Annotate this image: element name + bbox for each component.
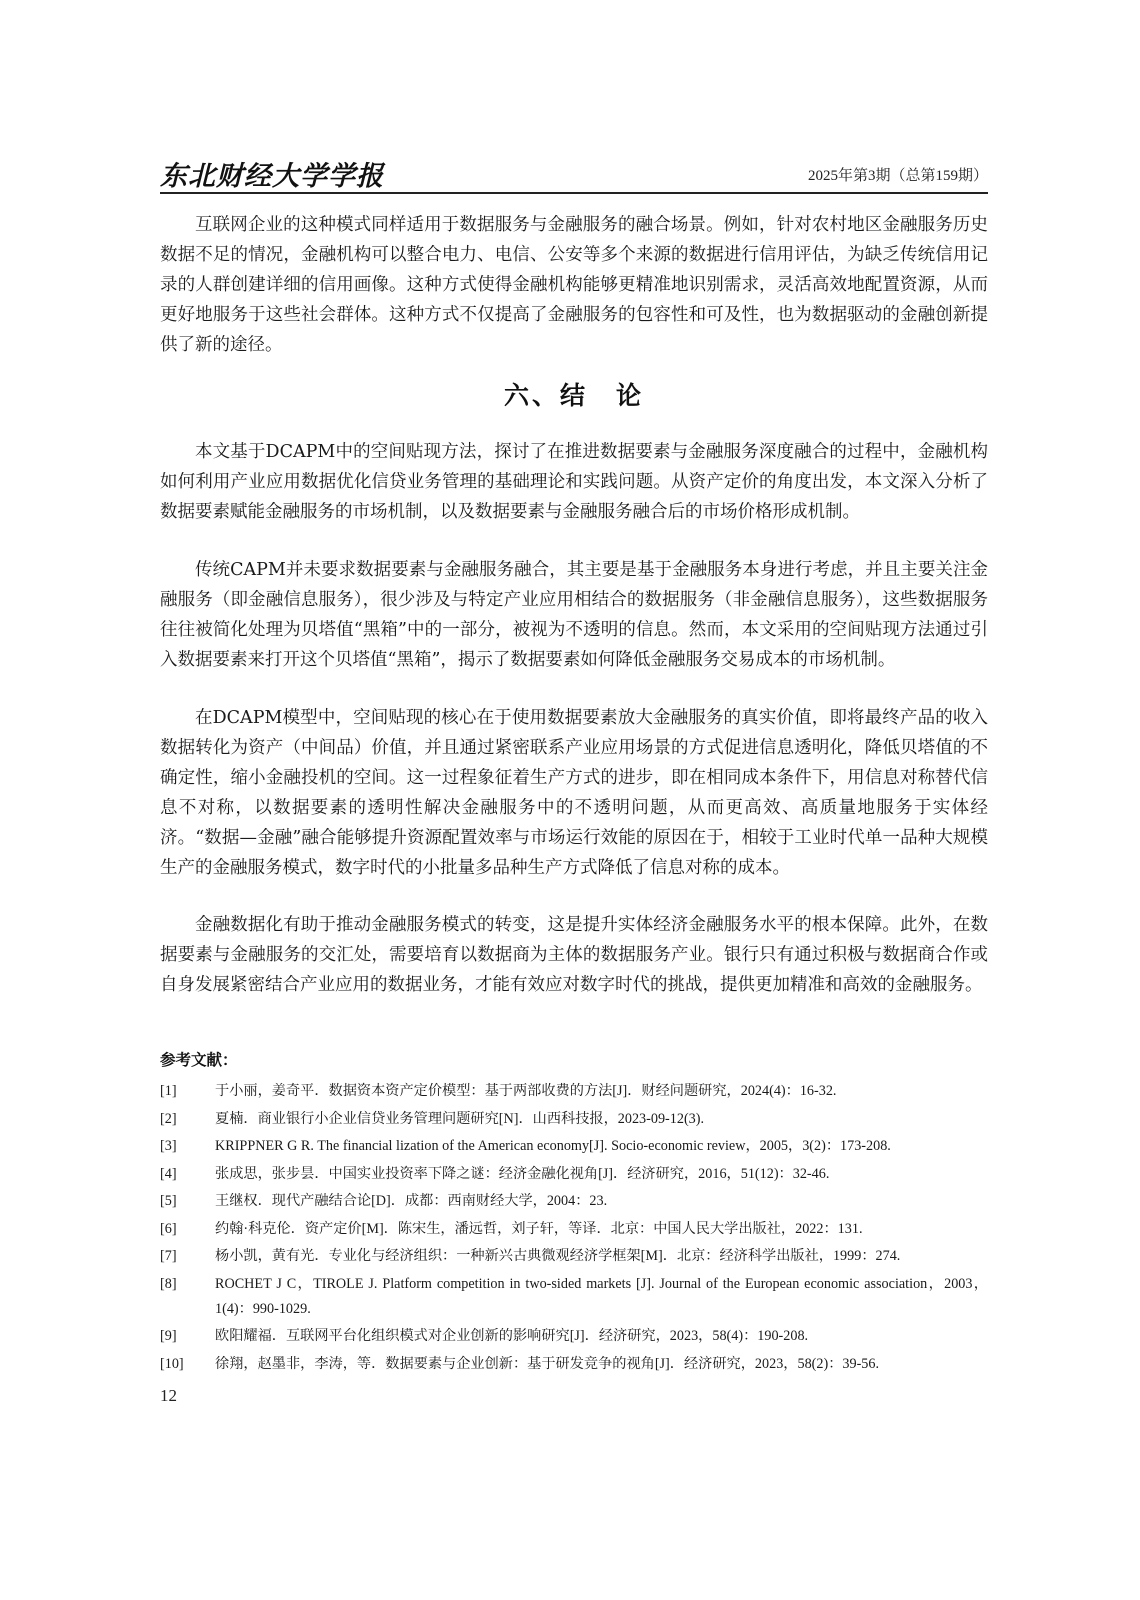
section-heading: 六、结 论 [503, 381, 644, 410]
reference-text: 欧阳耀福．互联网平台化组织模式对企业创新的影响研究[J]．经济研究，2023，58(4)：190-208. [215, 1328, 809, 1344]
reference-number: [1] [160, 1083, 177, 1099]
reference-text: 徐翔，赵墨非，李涛，等．数据要素与企业创新：基于研发竞争的视角[J]．经济研究，2023，58(2)：39-56. [215, 1355, 880, 1372]
reference-number: [6] [160, 1220, 177, 1237]
reference-text: 于小丽，姜奇平．数据资本资产定价模型：基于两部收费的方法[J]．财经问题研究，2024(4)：16-32. [215, 1083, 837, 1099]
reference-item [160, 1272, 988, 1322]
reference-number: [4] [160, 1165, 177, 1182]
issue-info: 2025年第3期（总第159期） [807, 168, 988, 184]
body-paragraph: 在DCAPM模型中，空间贴现的核心在于使用数据要素放大金融服务的真实价值，即将最终产品的收入数据转化为资产（中间品）价值，并且通过紧密联系产业应用场景的方式促进信息透明化，降低贝塔值的不确定性，缩小金融投机的空间。这一过程象征着生产方式的进步，即在相同成本条件下，用信息对称替代信息不对称，以数据要素的透明性解决金融服务中的不透明问题，从而更高效、高质量地服务于实体经济。“数据—金融”融合能够提升资源配置效率与市场运行效能的原因在于，相较于工业时代单一品种大规模生产的金融服务模式，数字时代的小批量多品种生产方式降低了信息对称的成本。 [160, 708, 988, 878]
reference-text: 夏楠．商业银行小企业信贷业务管理问题研究[N]．山西科技报，2023-09-12(3). [215, 1110, 705, 1127]
reference-number: [10] [160, 1355, 184, 1372]
journal-title-logo: 东北财经大学学报 [160, 161, 384, 192]
body-paragraph: 本文基于DCAPM中的空间贴现方法，探讨了在推进数据要素与金融服务深度融合的过程中，金融机构如何利用产业应用数据优化信贷业务管理的基础理论和实践问题。从资产定价的角度出发，本文深入分析了数据要素赋能金融服务的市场机制，以及数据要素与金融服务融合后的市场价格形成机制。 [160, 442, 988, 522]
reference-number: [3] [160, 1138, 177, 1154]
reference-item [160, 1107, 988, 1132]
page-number: 12 [160, 1386, 177, 1405]
reference-item [160, 1324, 988, 1349]
reference-item [160, 1162, 988, 1187]
page-header [160, 152, 988, 194]
reference-text: 杨小凯，黄有光．专业化与经济组织：一种新兴古典微观经济学框架[M]．北京：经济科学出版社，1999：274. [215, 1248, 901, 1264]
body-paragraph: 金融数据化有助于推动金融服务模式的转变，这是提升实体经济金融服务水平的根本保障。此外，在数据要素与金融服务的交汇处，需要培育以数据商为主体的数据服务产业。银行只有通过积极与数据商合作或自身发展紧密结合产业应用的数据业务，才能有效应对数字时代的挑战，提供更加精准和高效的金融服务。 [160, 915, 988, 995]
reference-text: 张成思，张步昙．中国实业投资率下降之谜：经济金融化视角[J]．经济研究，2016，51(12)：32-46. [215, 1165, 830, 1182]
references-heading: 参考文献： [160, 1051, 238, 1069]
reference-item [160, 1189, 988, 1214]
reference-item [160, 1244, 988, 1269]
reference-number: [7] [160, 1248, 177, 1264]
reference-item [160, 1134, 988, 1159]
reference-number: [5] [160, 1193, 177, 1209]
reference-number: [8] [160, 1275, 177, 1292]
reference-text: 约翰·科克伦．资产定价[M]．陈宋生，潘远哲，刘子轩，等译．北京：中国人民大学出版社，2022：131. [215, 1220, 863, 1237]
body-paragraph: 传统CAPM并未要求数据要素与金融服务融合，其主要是基于金融服务本身进行考虑，并且主要关注金融服务（即金融信息服务），很少涉及与特定产业应用相结合的数据服务（非金融信息服务），这些数据服务往往被简化处理为贝塔值“黑箱”中的一部分，被视为不透明的信息。然而，本文采用的空间贴现方法通过引入数据要素来打开这个贝塔值“黑箱”，揭示了数据要素如何降低金融服务交易成本的市场机制。 [160, 560, 988, 670]
reference-number: [9] [160, 1328, 177, 1344]
reference-item [160, 1079, 988, 1104]
reference-text: KRIPPNER G R. The financial lization of the American economy[J]. Socio-economic review，2005，3(2)：173-208. [215, 1138, 891, 1154]
reference-item [160, 1352, 988, 1377]
reference-text: 王继权．现代产融结合论[D]．成都：西南财经大学，2004：23. [215, 1193, 608, 1209]
reference-list [160, 1079, 988, 1379]
reference-item [160, 1217, 988, 1242]
reference-number: [2] [160, 1110, 177, 1127]
reference-text: ROCHET J C，TIROLE J. Platform competition in two-sided markets [J]. Journal of the European economic association，2003，1(4)：990-1029. [215, 1275, 988, 1317]
body-paragraph: 互联网企业的这种模式同样适用于数据服务与金融服务的融合场景。例如，针对农村地区金融服务历史数据不足的情况，金融机构可以整合电力、电信、公安等多个来源的数据进行信用评估，为缺乏传统信用记录的人群创建详细的信用画像。这种方式使得金融机构能够更精准地识别需求，灵活高效地配置资源，从而更好地服务于这些社会群体。这种方式不仅提高了金融服务的包容性和可及性，也为数据驱动的金融创新提供了新的途径。 [160, 215, 988, 355]
